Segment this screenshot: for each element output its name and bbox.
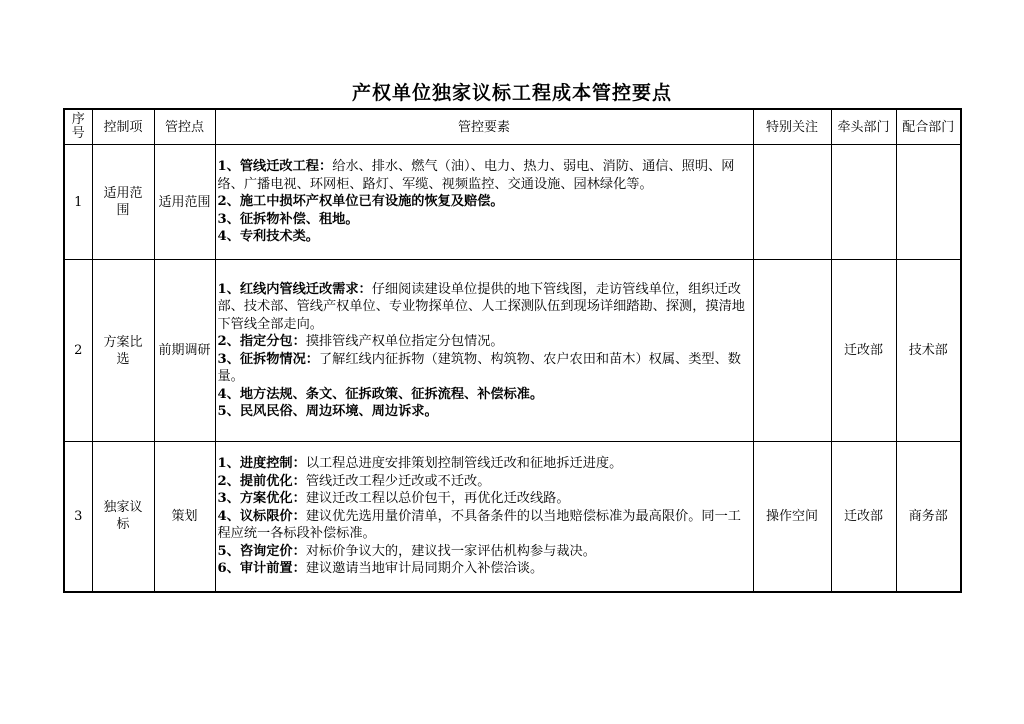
table-header-row (64, 109, 961, 145)
element-item-label: 4、专利技术类。 (217, 229, 319, 245)
control-table (63, 108, 962, 593)
coop-dept-cell (896, 145, 961, 260)
page-title: 产权单位独家议标工程成本管控要点 (351, 82, 672, 104)
control-point-cell: 策划 (154, 442, 215, 592)
element-item (218, 193, 749, 211)
element-item-label: 4、地方法规、条文、征拆政策、征拆流程、补偿标准。 (217, 386, 544, 402)
element-item-label: 6、审计前置： (217, 561, 306, 576)
element-item-label: 2、指定分包： (217, 334, 306, 349)
lead-dept-cell (831, 145, 896, 260)
coop-dept-cell: 商务部 (896, 442, 961, 592)
seq-cell: 2 (64, 260, 92, 442)
element-item (218, 351, 749, 386)
header-seq: 序号 (64, 109, 92, 145)
element-item-label: 3、征拆物情况： (217, 351, 319, 367)
element-item-text: 建议迁改工程以总价包干，再优化迁改线路。 (305, 491, 570, 506)
seq-cell: 3 (64, 442, 92, 592)
element-item (218, 543, 749, 561)
element-item (218, 333, 749, 351)
element-item-text: 仔细阅读建设单位提供的地下管线图，走访管线单位，组织迁改部、技术部、管线产权单位、专业物探单位、人工探测队伍到现场详细踏勘、探测，摸清地下管线全部走向。 (217, 281, 745, 332)
element-item (218, 455, 749, 473)
header-lead-dept: 牵头部门 (831, 109, 896, 145)
header-special: 特别关注 (753, 109, 831, 145)
element-item-text: 给水、排水、燃气（油）、电力、热力、弱电、消防、通信、照明、网络、广播电视、环网柜、路灯、军缆、视频监控、交通设施、园林绿化等。 (217, 159, 735, 192)
lead-dept-cell: 迁改部 (831, 260, 896, 442)
element-item-text: 对标价争议大的，建议找一家评估机构参与裁决。 (305, 543, 596, 559)
element-item-text: 建议邀请当地审计局同期介入补偿洽谈。 (305, 561, 544, 576)
control-item-cell: 适用范围 (92, 145, 154, 260)
element-item-label: 5、民风民俗、周边环境、周边诉求。 (217, 404, 438, 419)
seq-cell: 1 (64, 145, 92, 260)
table-row (64, 145, 961, 260)
header-coop-dept: 配合部门 (896, 109, 961, 145)
special-cell: 操作空间 (753, 442, 831, 592)
elements-cell (215, 145, 753, 260)
element-item (218, 490, 749, 508)
elements-cell (215, 442, 753, 592)
element-item (218, 508, 749, 543)
lead-dept-cell: 迁改部 (831, 442, 896, 592)
element-item (218, 560, 749, 578)
element-item (218, 228, 749, 246)
coop-dept-cell: 技术部 (896, 260, 961, 442)
control-point-cell: 前期调研 (154, 260, 215, 442)
header-control-item: 控制项 (92, 109, 154, 145)
element-item (218, 386, 749, 404)
element-item (218, 403, 749, 421)
element-item-label: 4、议标限价： (217, 508, 306, 524)
element-item-text: 建议优先选用量价清单，不具备条件的以当地赔偿标准为最高限价。同一工程应统一各标段补偿标准。 (217, 508, 741, 541)
control-point-cell: 适用范围 (154, 145, 215, 260)
element-item (218, 281, 749, 334)
element-item-label: 1、进度控制： (217, 456, 306, 471)
element-item-text: 以工程总进度安排策划控制管线迁改和征地拆迁进度。 (305, 456, 623, 471)
element-item-text: 了解红线内征拆物（建筑物、构筑物、农户农田和苗木）权属、类型、数量。 (217, 351, 741, 384)
element-item-label: 3、方案优化： (217, 491, 306, 506)
header-elements: 管控要素 (215, 109, 753, 145)
element-item-label: 2、施工中损坏产权单位已有设施的恢复及赔偿。 (217, 194, 504, 210)
element-item (218, 473, 749, 491)
element-item (218, 158, 749, 193)
table-row (64, 442, 961, 592)
elements-cell (215, 260, 753, 442)
element-item-label: 3、征拆物补偿、租地。 (217, 211, 359, 227)
element-item-label: 1、红线内管线迁改需求： (217, 281, 372, 297)
header-control-point: 管控点 (154, 109, 215, 145)
element-item-label: 1、管线迁改工程： (217, 159, 333, 175)
element-item-label: 5、咨询定价： (217, 543, 306, 559)
element-item-label: 2、提前优化： (217, 473, 306, 489)
table-row (64, 260, 961, 442)
element-item (218, 211, 749, 229)
special-cell (753, 145, 831, 260)
control-item-cell: 方案比选 (92, 260, 154, 442)
special-cell (753, 260, 831, 442)
element-item-text: 摸排管线产权单位指定分包情况。 (305, 334, 504, 349)
control-item-cell: 独家议标 (92, 442, 154, 592)
element-item-text: 管线迁改工程少迁改或不迁改。 (305, 473, 491, 489)
